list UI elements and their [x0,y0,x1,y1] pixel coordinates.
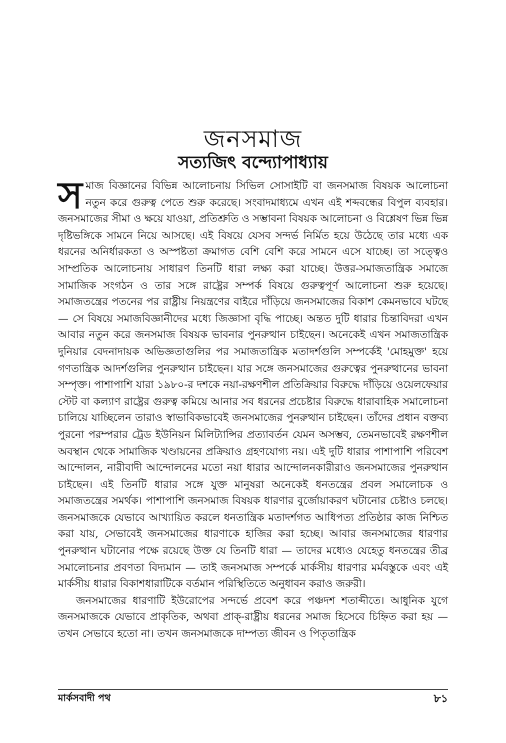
page-number: ৮১ [433,692,448,705]
body-paragraph [58,593,448,643]
publication-name: মার্কসবাদী পথ [58,693,111,704]
article-author: সত্যজিৎ বন্দ্যোপাধ্যায় [178,153,328,173]
article-body [58,173,448,643]
article-title: জনসমাজ [203,125,303,153]
footer-divider [58,689,448,690]
body-paragraph [58,173,448,593]
drop-cap: স [58,173,83,217]
paragraph-text: মাজ বিজ্ঞানের বিভিন্ন আলোচনায় সিভিল সোসাইটি বা জনসমাজ বিষয়ক আলোচনা নতুন করে গুরুত্ব পেতে শুরু করেছে। সংবাদমাধ্যমে এখন এই শব্দবন্ধের বিপুল ব্যবহার। জনসমাজের সীমা ও ক্ষয়ে যাওয়া, প্রতিশ্রুতি ও সম্ভাবনা বিষয়ক আলোচনা ও বিশ্লেষণ ভিন্ন ভিন্ন দৃষ্টিভঙ্গিকে সামনে নিয়ে আসছে। এই বিষয়ে যেসব সন্দর্ভ নির্মিত হয়ে উঠেছে তার মধ্যে এক ধরনের অনির্ধারকতা ও অস্পষ্টতা ক্রমাগত বেশি বেশি করে সামনে এসে যাচ্ছে। তা সত্ত্বেও সাম্প্রতিক আলোচনায় সাধারণ তিনটি ধারা লক্ষ্য করা যাচ্ছে। উত্তর-সমাজতান্ত্রিক সমাজে সামাজিক সংগঠন ও তার সঙ্গে রাষ্ট্রের সম্পর্ক বিষয়ে গুরুত্বপূর্ণ আলোচনা শুরু হয়েছে। সমাজতন্ত্রের পতনের পর রাষ্ট্রীয় নিয়ন্ত্রণের বাইরে দাঁড়িয়ে জনসমাজের বিকাশ কেমনভাবে ঘটছে — সে বিষয়ে সমাজবিজ্ঞানীদের মধ্যে জিজ্ঞাসা বৃদ্ধি পাচ্ছে। অন্তত দুটি ধারার চিন্তাবিদরা এখন আবার নতুন করে জনসমাজ বিষয়ক ভাবনার পুনরুত্থান চাইছেন। অনেকেই এখন সমাজতান্ত্রিক দুনিয়ার বেদনাদায়ক অভিজ্ঞতাগুলির পর সমাজতান্ত্রিক মতাদর্শগুলি সম্পর্কেই 'মোহমুক্ত' হয়ে গণতান্ত্রিক আদর্শগুলির পুনরুত্থান চাইছেন। যার সঙ্গে জনসমাজের গুরুত্বের পুনরুত্থানের ভাবনা সম্পৃক্ত। পাশাপাশি যারা ১৯৮০-র দশকে নয়া-রক্ষণশীল প্রতিক্রিয়ার বিরুদ্ধে দাঁড়িয়ে ওয়েলফেয়ার স্টেট বা কল্যাণ রাষ্ট্রের গুরুত্ব কমিয়ে আনার সব ধরনের প্রচেষ্টার বিরুদ্ধে ধারাবাহিক সমালোচনা চালিয়ে যাচ্ছিলেন তারাও স্বাভাবিকভাবেই জনসমাজের পুনরুত্থান চাইছেন। তাঁদের প্রধান বক্তব্য পুরনো পরম্পরার ট্রেড ইউনিয়ন মিলিট্যান্সির প্রত্যাবর্তন যেমন অসম্ভব, তেমনভাবেই রক্ষণশীল অবস্থান থেকে সামাজিক খণ্ডায়নের প্রক্রিয়াও গ্রহণযোগ্য নয়। এই দুটি ধারার পাশাপাশি পরিবেশ আন্দোলন, নারীবাদী আন্দোলনের মতো নয়া ধারার আন্দোলনকারীরাও জনসমাজের পুনরুত্থান চাইছেন। এই তিনটি ধারার সঙ্গে যুক্ত মানুষরা অনেকেই ধনতন্ত্রের প্রবল সমালোচক ও সমাজতন্ত্রের সমর্থক। পাশাপাশি জনসমাজ বিষয়ক ধারণার বুর্জোয়াকরণ ঘটানোর চেষ্টাও চলছে। জনসমাজকে যেভাবে আখ্যায়িত করলে ধনতান্ত্রিক মতাদর্শগত আধিপত্য প্রতিষ্ঠার কাজ নিশ্চিত করা যায়, সেভাবেই জনসমাজের ধারণাকে হাজির করা হচ্ছে। আবার জনসমাজের ধারণার পুনরুত্থান ঘটানোর পক্ষে রয়েছে উক্ত যে তিনটি ধারা — তাদের মধ্যেও যেহেতু ধনতন্ত্রের তীব্র সমালোচনার প্রবণতা বিদ্যমান — তাই জনসমাজ সম্পর্কে মার্কসীয় ধারণার মর্মবস্তুকে এবং এই মার্কসীয় ধারার বিকাশধারাটিকে বর্তমান পরিস্থিতিতে অনুধাবন করাও জরুরী। [58,180,448,591]
paragraph-text: জনসমাজের ধারণাটি ইউরোপের সন্দর্ভে প্রবেশ করে পঞ্চদশ শতাব্দীতে। আধুনিক যুগে জনসমাজকে যেভাবে প্রাকৃতিক, অথবা প্রাক্-রাষ্ট্রীয় ধরনের সমাজ হিসেবে চিহ্নিত করা হয় — তখন সেভাবে হতো না। তখন জনসমাজকে দাম্পত্য জীবন ও পিতৃতান্ত্রিক [58,594,448,641]
